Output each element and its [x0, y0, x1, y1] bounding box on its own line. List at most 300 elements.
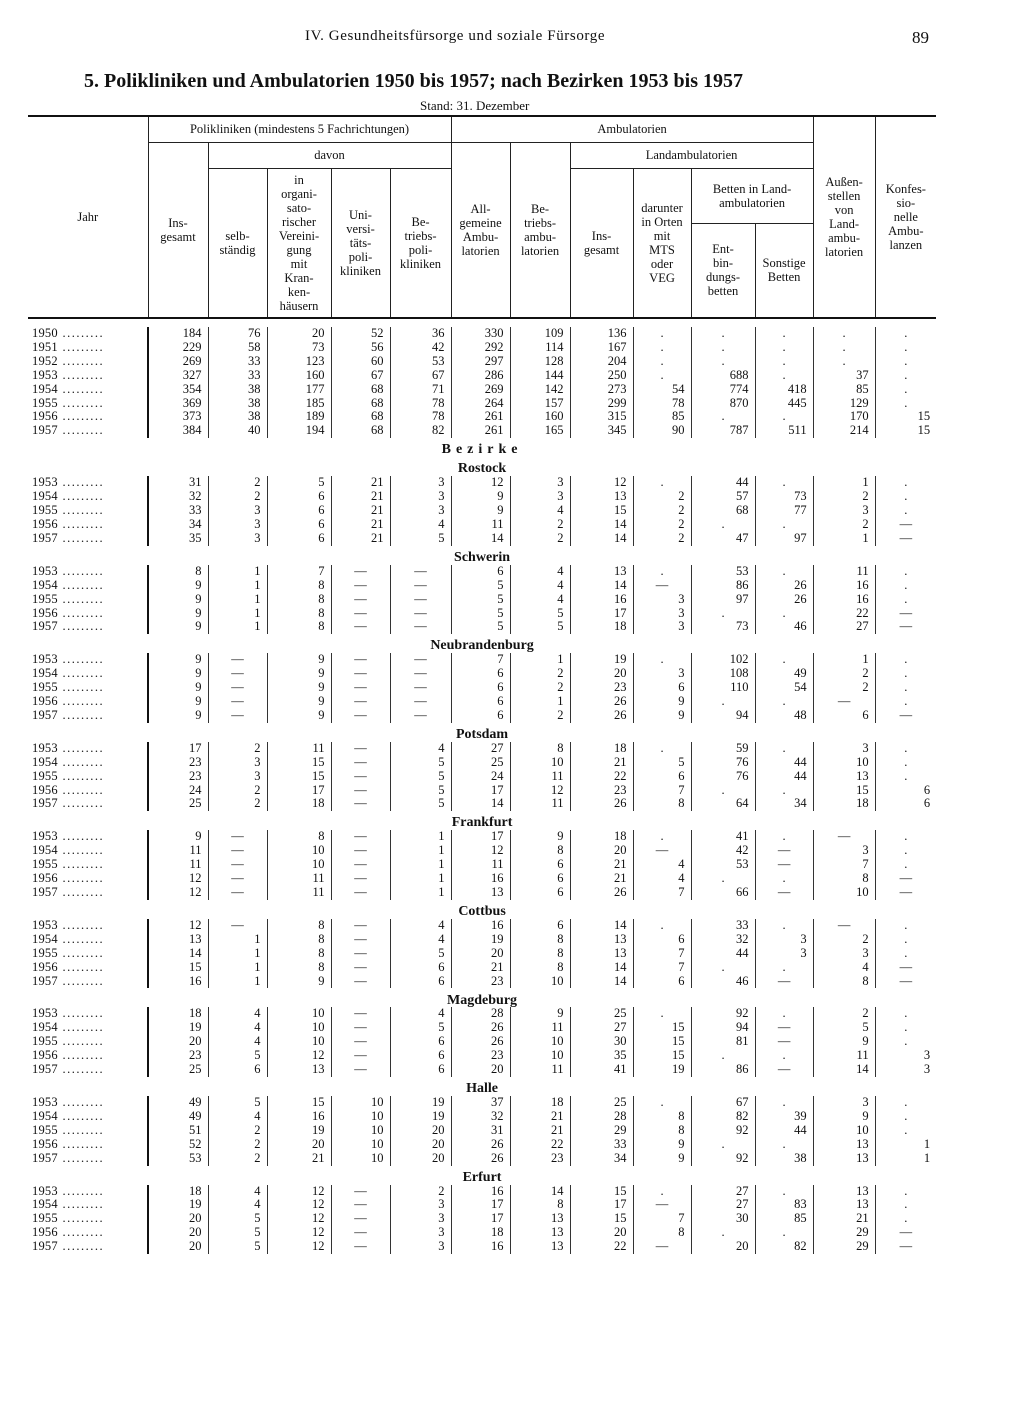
cell-sonstige: . — [755, 961, 813, 975]
cell-land-insgesamt: 13 — [570, 947, 633, 961]
cell-konfessionelle: — — [875, 607, 936, 621]
cell-konfessionelle: . — [875, 579, 936, 593]
cell-jahr: 1955 ......... — [28, 397, 148, 411]
cell-betriebs-poliklinik: 71 — [390, 383, 451, 397]
cell-betriebs-ambulatorien: 165 — [510, 424, 570, 438]
cell-aussenstellen: 16 — [813, 593, 875, 607]
cell-universitaet: 21 — [331, 504, 390, 518]
cell-allgemeine: 6 — [451, 709, 510, 723]
cell-selbstaendig: 4 — [208, 1110, 267, 1124]
cell-betriebs-poliklinik: 67 — [390, 369, 451, 383]
cell-betriebs-poliklinik: 3 — [390, 1240, 451, 1254]
cell-darunter: 9 — [633, 709, 691, 723]
leader-dots: ......... — [57, 740, 105, 755]
cell-selbstaendig: 1 — [208, 933, 267, 947]
cell-konfessionelle: . — [875, 383, 936, 397]
cell-selbstaendig: 2 — [208, 476, 267, 490]
leader-dots: ......... — [57, 475, 105, 490]
table-row — [28, 770, 936, 784]
col-head-darunter: darunter in Orten mit MTS oder VEG — [633, 168, 691, 318]
leader-dots: ......... — [57, 339, 105, 354]
cell-entbindung: 81 — [691, 1035, 755, 1049]
cell-vereinigung: 12 — [267, 1240, 331, 1254]
cell-land-insgesamt: 30 — [570, 1035, 633, 1049]
cell-aussenstellen: 18 — [813, 797, 875, 811]
cell-allgemeine: 17 — [451, 1198, 510, 1212]
cell-universitaet: 68 — [331, 397, 390, 411]
cell-allgemeine: 269 — [451, 383, 510, 397]
cell-entbindung: 102 — [691, 653, 755, 667]
cell-aussenstellen: 14 — [813, 1063, 875, 1077]
table-row — [28, 1063, 936, 1077]
table-row — [28, 383, 936, 397]
table-row — [28, 341, 936, 355]
cell-betriebs-poliklinik: — — [390, 681, 451, 695]
cell-universitaet: — — [331, 593, 390, 607]
cell-sonstige: 418 — [755, 383, 813, 397]
cell-jahr: 1953 ......... — [28, 1007, 148, 1021]
cell-jahr: 1954 ......... — [28, 756, 148, 770]
cell-land-insgesamt: 21 — [570, 756, 633, 770]
cell-konfessionelle: 15 — [875, 424, 936, 438]
cell-entbindung: 774 — [691, 383, 755, 397]
cell-darunter: 6 — [633, 770, 691, 784]
cell-betriebs-poliklinik: 42 — [390, 341, 451, 355]
table-row — [28, 667, 936, 681]
cell-vereinigung: 160 — [267, 369, 331, 383]
table-head — [28, 116, 936, 318]
cell-betriebs-ambulatorien: 8 — [510, 961, 570, 975]
cell-darunter: . — [633, 742, 691, 756]
cell-land-insgesamt: 29 — [570, 1124, 633, 1138]
cell-konfessionelle: 1 — [875, 1152, 936, 1166]
cell-insgesamt: 269 — [148, 355, 208, 369]
table-row — [28, 886, 936, 900]
section-heading-row — [28, 811, 936, 830]
cell-betriebs-ambulatorien: 13 — [510, 1240, 570, 1254]
cell-allgemeine: 286 — [451, 369, 510, 383]
cell-konfessionelle: — — [875, 975, 936, 989]
section-heading-row — [28, 723, 936, 742]
col-head-aussenstellen: Außen- stellen von Land- ambu- latorien — [813, 116, 875, 318]
cell-insgesamt: 35 — [148, 532, 208, 546]
cell-insgesamt: 32 — [148, 490, 208, 504]
cell-aussenstellen: 13 — [813, 770, 875, 784]
cell-betriebs-poliklinik: 3 — [390, 1226, 451, 1240]
cell-entbindung: 44 — [691, 947, 755, 961]
cell-selbstaendig: 2 — [208, 1152, 267, 1166]
cell-allgemeine: 23 — [451, 975, 510, 989]
cell-betriebs-ambulatorien: 9 — [510, 1007, 570, 1021]
cell-konfessionelle: . — [875, 1212, 936, 1226]
cell-aussenstellen: 2 — [813, 490, 875, 504]
col-head-selbstaendig: selb- ständig — [208, 168, 267, 318]
table-row — [28, 1124, 936, 1138]
cell-konfessionelle: . — [875, 947, 936, 961]
cell-darunter: 15 — [633, 1021, 691, 1035]
cell-betriebs-poliklinik: 4 — [390, 742, 451, 756]
cell-darunter: 6 — [633, 975, 691, 989]
cell-allgemeine: 11 — [451, 858, 510, 872]
cell-darunter: . — [633, 341, 691, 355]
cell-entbindung: 110 — [691, 681, 755, 695]
cell-insgesamt: 34 — [148, 518, 208, 532]
cell-betriebs-poliklinik: 3 — [390, 476, 451, 490]
leader-dots: ......... — [57, 409, 105, 424]
cell-entbindung: . — [691, 1226, 755, 1240]
cell-betriebs-poliklinik: 5 — [390, 797, 451, 811]
leader-dots: ......... — [57, 857, 105, 872]
cell-universitaet: — — [331, 1226, 390, 1240]
cell-selbstaendig: 3 — [208, 518, 267, 532]
cell-allgemeine: 26 — [451, 1152, 510, 1166]
cell-betriebs-poliklinik: 4 — [390, 1007, 451, 1021]
cell-insgesamt: 9 — [148, 695, 208, 709]
leader-dots: ......... — [57, 829, 105, 844]
cell-land-insgesamt: 14 — [570, 919, 633, 933]
cell-allgemeine: 6 — [451, 565, 510, 579]
cell-selbstaendig: — — [208, 919, 267, 933]
cell-vereinigung: 19 — [267, 1124, 331, 1138]
cell-betriebs-poliklinik: 6 — [390, 1049, 451, 1063]
table-row — [28, 397, 936, 411]
section-heading: Cottbus — [458, 904, 506, 919]
cell-land-insgesamt: 15 — [570, 1185, 633, 1199]
cell-aussenstellen: 8 — [813, 872, 875, 886]
cell-sonstige: . — [755, 565, 813, 579]
cell-entbindung: . — [691, 1049, 755, 1063]
cell-betriebs-ambulatorien: 18 — [510, 1096, 570, 1110]
col-head-vereinigung: in organi- sato- rischer Vereini- gung mit Kran- ken- häusern — [267, 168, 331, 318]
cell-jahr: 1953 ......... — [28, 742, 148, 756]
leader-dots: ......... — [57, 326, 105, 340]
cell-sonstige: 97 — [755, 532, 813, 546]
cell-selbstaendig: 40 — [208, 424, 267, 438]
cell-selbstaendig: 5 — [208, 1212, 267, 1226]
cell-darunter: 7 — [633, 886, 691, 900]
cell-jahr: 1953 ......... — [28, 369, 148, 383]
cell-vereinigung: 8 — [267, 933, 331, 947]
cell-aussenstellen: 2 — [813, 518, 875, 532]
cell-land-insgesamt: 14 — [570, 975, 633, 989]
cell-land-insgesamt: 315 — [570, 410, 633, 424]
cell-konfessionelle: . — [875, 355, 936, 369]
cell-jahr: 1955 ......... — [28, 770, 148, 784]
cell-vereinigung: 21 — [267, 1152, 331, 1166]
table-row — [28, 1198, 936, 1212]
leader-dots: ......... — [57, 503, 105, 518]
cell-sonstige: 39 — [755, 1110, 813, 1124]
cell-selbstaendig: — — [208, 667, 267, 681]
cell-selbstaendig: 5 — [208, 1226, 267, 1240]
cell-jahr: 1954 ......... — [28, 844, 148, 858]
cell-betriebs-ambulatorien: 11 — [510, 1063, 570, 1077]
cell-allgemeine: 292 — [451, 341, 510, 355]
table-row — [28, 975, 936, 989]
cell-insgesamt: 11 — [148, 844, 208, 858]
cell-aussenstellen: 9 — [813, 1110, 875, 1124]
cell-universitaet: — — [331, 1212, 390, 1226]
cell-sonstige: . — [755, 1138, 813, 1152]
cell-betriebs-poliklinik: — — [390, 667, 451, 681]
leader-dots: ......... — [57, 367, 105, 382]
table-row — [28, 961, 936, 975]
cell-selbstaendig: 1 — [208, 947, 267, 961]
leader-dots: ......... — [57, 666, 105, 681]
cell-aussenstellen: 1 — [813, 653, 875, 667]
cell-vereinigung: 123 — [267, 355, 331, 369]
cell-aussenstellen: 13 — [813, 1152, 875, 1166]
cell-konfessionelle: . — [875, 593, 936, 607]
cell-jahr: 1954 ......... — [28, 579, 148, 593]
cell-jahr: 1954 ......... — [28, 1021, 148, 1035]
col-group-polikliniken: Polikliniken (mindestens 5 Fachrichtungen) — [148, 116, 451, 142]
cell-sonstige: — — [755, 975, 813, 989]
cell-selbstaendig: — — [208, 709, 267, 723]
cell-allgemeine: 17 — [451, 1212, 510, 1226]
cell-aussenstellen: 13 — [813, 1138, 875, 1152]
cell-betriebs-ambulatorien: 6 — [510, 886, 570, 900]
cell-selbstaendig: 5 — [208, 1049, 267, 1063]
cell-vereinigung: 5 — [267, 476, 331, 490]
cell-sonstige: . — [755, 369, 813, 383]
cell-universitaet: — — [331, 1049, 390, 1063]
cell-aussenstellen: 4 — [813, 961, 875, 975]
cell-vereinigung: 6 — [267, 518, 331, 532]
cell-land-insgesamt: 204 — [570, 355, 633, 369]
cell-sonstige: . — [755, 518, 813, 532]
section-heading-row — [28, 1166, 936, 1185]
cell-entbindung: 94 — [691, 1021, 755, 1035]
cell-land-insgesamt: 15 — [570, 504, 633, 518]
cell-darunter: 4 — [633, 858, 691, 872]
cell-betriebs-poliklinik: 5 — [390, 770, 451, 784]
cell-land-insgesamt: 35 — [570, 1049, 633, 1063]
cell-sonstige: 85 — [755, 1212, 813, 1226]
cell-insgesamt: 9 — [148, 653, 208, 667]
cell-universitaet: — — [331, 565, 390, 579]
cell-universitaet: — — [331, 797, 390, 811]
cell-selbstaendig: — — [208, 830, 267, 844]
cell-selbstaendig: 2 — [208, 742, 267, 756]
table-row — [28, 1049, 936, 1063]
leader-dots: ......... — [57, 619, 105, 634]
table-row — [28, 797, 936, 811]
cell-betriebs-ambulatorien: 11 — [510, 770, 570, 784]
leader-dots: ......... — [57, 917, 105, 932]
cell-jahr: 1954 ......... — [28, 1110, 148, 1124]
cell-darunter: . — [633, 653, 691, 667]
cell-universitaet: — — [331, 620, 390, 634]
cell-land-insgesamt: 13 — [570, 565, 633, 579]
cell-darunter: 8 — [633, 1226, 691, 1240]
cell-aussenstellen: — — [813, 695, 875, 709]
leader-dots: ......... — [57, 353, 105, 368]
cell-vereinigung: 15 — [267, 770, 331, 784]
cell-sonstige: . — [755, 410, 813, 424]
cell-insgesamt: 14 — [148, 947, 208, 961]
cell-entbindung: 86 — [691, 579, 755, 593]
cell-universitaet: 68 — [331, 410, 390, 424]
cell-darunter: 9 — [633, 1152, 691, 1166]
cell-betriebs-ambulatorien: 4 — [510, 593, 570, 607]
cell-allgemeine: 24 — [451, 770, 510, 784]
cell-allgemeine: 13 — [451, 886, 510, 900]
col-group-landambulatorien: Landambulatorien — [570, 142, 813, 168]
cell-vereinigung: 8 — [267, 593, 331, 607]
cell-allgemeine: 25 — [451, 756, 510, 770]
cell-betriebs-poliklinik: 19 — [390, 1096, 451, 1110]
cell-land-insgesamt: 21 — [570, 858, 633, 872]
cell-sonstige: . — [755, 607, 813, 621]
table-row — [28, 1138, 936, 1152]
cell-insgesamt: 23 — [148, 756, 208, 770]
cell-darunter: 3 — [633, 620, 691, 634]
cell-entbindung: 94 — [691, 709, 755, 723]
cell-insgesamt: 31 — [148, 476, 208, 490]
cell-darunter: 85 — [633, 410, 691, 424]
cell-entbindung: 92 — [691, 1124, 755, 1138]
section-heading: Magdeburg — [447, 992, 518, 1008]
cell-betriebs-poliklinik: — — [390, 565, 451, 579]
cell-land-insgesamt: 18 — [570, 742, 633, 756]
cell-sonstige: 83 — [755, 1198, 813, 1212]
cell-selbstaendig: 1 — [208, 961, 267, 975]
cell-insgesamt: 20 — [148, 1226, 208, 1240]
cell-jahr: 1953 ......... — [28, 653, 148, 667]
leader-dots: ......... — [57, 591, 105, 606]
cell-insgesamt: 384 — [148, 424, 208, 438]
cell-konfessionelle: 3 — [875, 1063, 936, 1077]
cell-entbindung: . — [691, 1138, 755, 1152]
cell-sonstige: — — [755, 1021, 813, 1035]
cell-insgesamt: 9 — [148, 709, 208, 723]
table-row — [28, 490, 936, 504]
cell-land-insgesamt: 15 — [570, 1212, 633, 1226]
cell-darunter: 3 — [633, 667, 691, 681]
cell-sonstige: 26 — [755, 593, 813, 607]
cell-entbindung: 86 — [691, 1063, 755, 1077]
table-row — [28, 919, 936, 933]
cell-jahr: 1953 ......... — [28, 919, 148, 933]
cell-darunter: . — [633, 1007, 691, 1021]
cell-darunter: 3 — [633, 593, 691, 607]
page-header — [0, 26, 1024, 48]
cell-insgesamt: 24 — [148, 784, 208, 798]
cell-sonstige: . — [755, 1049, 813, 1063]
cell-insgesamt: 9 — [148, 593, 208, 607]
cell-darunter: 7 — [633, 947, 691, 961]
cell-aussenstellen: 10 — [813, 756, 875, 770]
cell-sonstige: 445 — [755, 397, 813, 411]
cell-selbstaendig: 3 — [208, 756, 267, 770]
cell-betriebs-poliklinik: 5 — [390, 784, 451, 798]
cell-universitaet: 21 — [331, 532, 390, 546]
cell-vereinigung: 12 — [267, 1049, 331, 1063]
cell-selbstaendig: — — [208, 858, 267, 872]
cell-darunter: 7 — [633, 961, 691, 975]
cell-selbstaendig: 4 — [208, 1021, 267, 1035]
table-row — [28, 565, 936, 579]
cell-entbindung: 44 — [691, 476, 755, 490]
cell-allgemeine: 9 — [451, 490, 510, 504]
cell-konfessionelle: — — [875, 886, 936, 900]
cell-jahr: 1952 ......... — [28, 355, 148, 369]
cell-insgesamt: 23 — [148, 770, 208, 784]
cell-betriebs-ambulatorien: 5 — [510, 607, 570, 621]
table-row — [28, 681, 936, 695]
cell-darunter: 8 — [633, 1124, 691, 1138]
cell-betriebs-poliklinik: — — [390, 695, 451, 709]
cell-insgesamt: 9 — [148, 681, 208, 695]
cell-entbindung: 46 — [691, 975, 755, 989]
col-head-jahr: Jahr — [28, 116, 148, 318]
cell-aussenstellen: 29 — [813, 1226, 875, 1240]
cell-universitaet: 52 — [331, 327, 390, 341]
cell-betriebs-ambulatorien: 128 — [510, 355, 570, 369]
cell-jahr: 1956 ......... — [28, 1138, 148, 1152]
leader-dots: ......... — [57, 1197, 105, 1212]
table-row — [28, 607, 936, 621]
cell-selbstaendig: 2 — [208, 797, 267, 811]
leader-dots: ......... — [57, 530, 105, 545]
cell-betriebs-poliklinik: 5 — [390, 532, 451, 546]
cell-jahr: 1955 ......... — [28, 681, 148, 695]
cell-selbstaendig: 1 — [208, 607, 267, 621]
cell-universitaet: — — [331, 886, 390, 900]
col-head-betriebs-poliklinik: Be- triebs- poli- kliniken — [390, 168, 451, 318]
cell-jahr: 1955 ......... — [28, 1124, 148, 1138]
cell-selbstaendig: 58 — [208, 341, 267, 355]
cell-betriebs-poliklinik: 20 — [390, 1124, 451, 1138]
cell-konfessionelle: . — [875, 844, 936, 858]
cell-jahr: 1954 ......... — [28, 383, 148, 397]
cell-darunter: . — [633, 1185, 691, 1199]
cell-vereinigung: 177 — [267, 383, 331, 397]
table-row — [28, 369, 936, 383]
cell-darunter: — — [633, 1198, 691, 1212]
cell-darunter: 8 — [633, 797, 691, 811]
cell-allgemeine: 16 — [451, 872, 510, 886]
cell-insgesamt: 18 — [148, 1185, 208, 1199]
leader-dots: ......... — [57, 694, 105, 709]
cell-insgesamt: 17 — [148, 742, 208, 756]
cell-universitaet: — — [331, 742, 390, 756]
cell-allgemeine: 26 — [451, 1138, 510, 1152]
section-heading-row — [28, 634, 936, 653]
cell-land-insgesamt: 20 — [570, 1226, 633, 1240]
cell-betriebs-ambulatorien: 8 — [510, 947, 570, 961]
cell-betriebs-poliklinik: 1 — [390, 872, 451, 886]
cell-betriebs-ambulatorien: 1 — [510, 695, 570, 709]
cell-betriebs-ambulatorien: 4 — [510, 504, 570, 518]
cell-entbindung: . — [691, 961, 755, 975]
cell-betriebs-poliklinik: — — [390, 607, 451, 621]
cell-selbstaendig: 4 — [208, 1185, 267, 1199]
cell-allgemeine: 26 — [451, 1021, 510, 1035]
cell-vereinigung: 9 — [267, 975, 331, 989]
cell-betriebs-poliklinik: 1 — [390, 830, 451, 844]
cell-jahr: 1955 ......... — [28, 1212, 148, 1226]
cell-jahr: 1951 ......... — [28, 341, 148, 355]
cell-betriebs-ambulatorien: 9 — [510, 830, 570, 844]
cell-jahr: 1957 ......... — [28, 709, 148, 723]
cell-aussenstellen: . — [813, 327, 875, 341]
cell-betriebs-ambulatorien: 10 — [510, 1049, 570, 1063]
leader-dots: ......... — [57, 516, 105, 531]
cell-selbstaendig: 38 — [208, 410, 267, 424]
cell-selbstaendig: 5 — [208, 1096, 267, 1110]
